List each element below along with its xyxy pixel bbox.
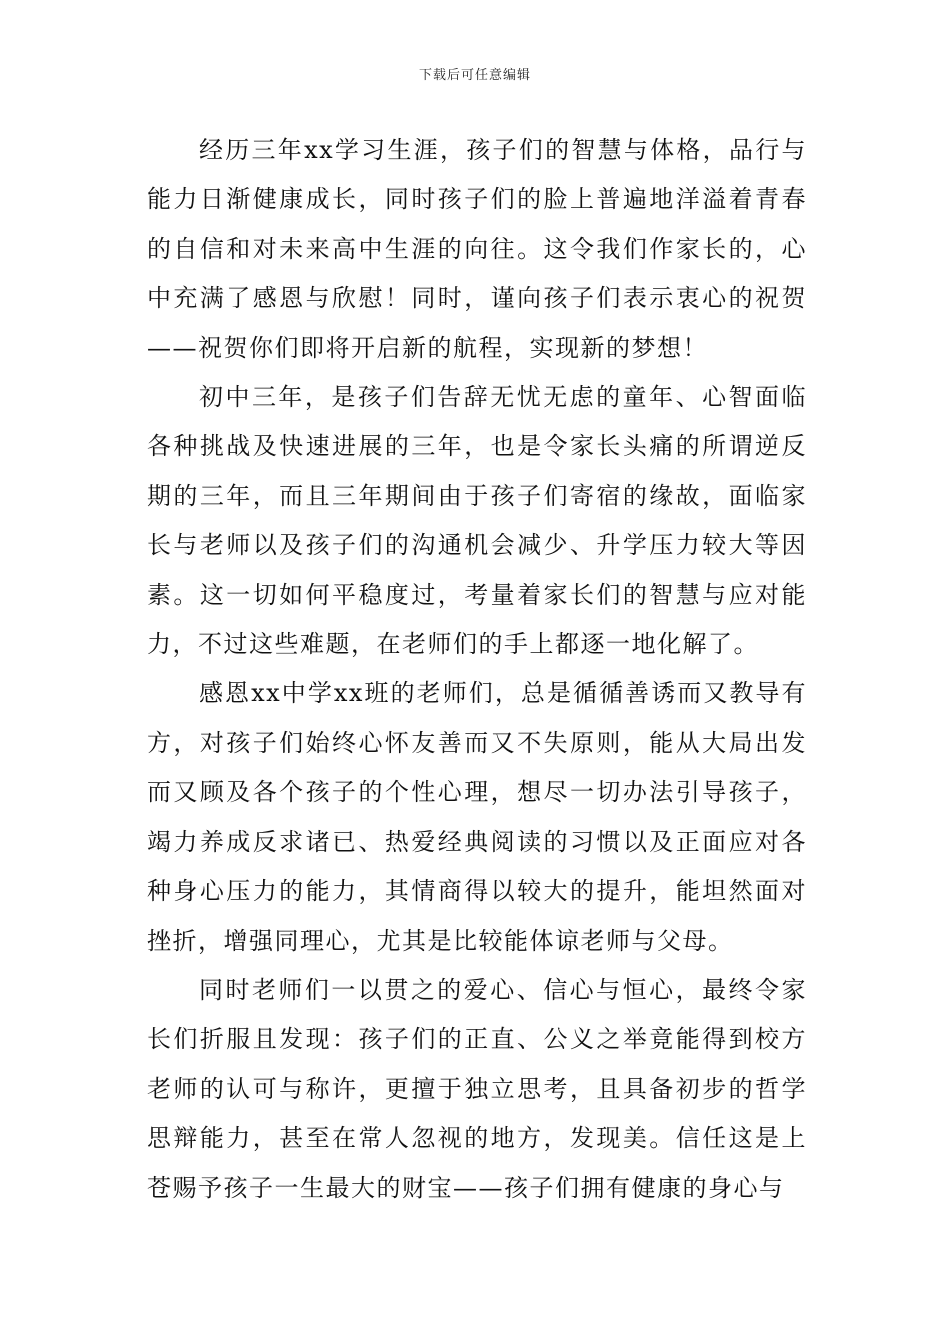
paragraph-2: 初中三年，是孩子们告辞无忧无虑的童年、心智面临各种挑战及快速进展的三年，也是令家长头痛的所谓逆反期的三年，而且三年期间由于孩子们寄宿的缘故，面临家长与老师以及孩子们的沟通机会减少、升学压力较大等因素。这一切如何平稳度过，考量着家长们的智慧与应对能力，不过这些难题，在老师们的手上都逐一地化解了。 <box>147 383 807 659</box>
paragraph-1: 经历三年xx学习生涯，孩子们的智慧与体格，品行与能力日渐健康成长，同时孩子们的脸上普遍地洋溢着青春的自信和对未来高中生涯的向往。这令我们作家长的，心中充满了感恩与欣慰！同时，谨向孩子们表示衷心的祝贺——祝贺你们即将开启新的航程，实现新的梦想！ <box>147 136 807 362</box>
header-note: 下载后可任意编辑 <box>418 68 531 83</box>
document-body <box>147 126 807 1213</box>
paragraph-4: 同时老师们一以贯之的爱心、信心与恒心，最终令家长们折服且发现：孩子们的正直、公义之举竟能得到校方老师的认可与称许，更擅于独立思考，且具备初步的哲学思辩能力，甚至在常人忽视的地方，发现美。信任这是上苍赐予孩子一生最大的财宝——孩子们拥有健康的身心与 <box>147 975 807 1202</box>
paragraph-3: 感恩xx中学xx班的老师们，总是循循善诱而又教导有方，对孩子们始终心怀友善而又不失原则，能从大局出发而又顾及各个孩子的个性心理，想尽一切办法引导孩子，竭力养成反求诸已、热爱经典阅读的习惯以及正面应对各种身心压力的能力，其情商得以较大的提升，能坦然面对挫折，增强同理心，尤其是比较能体谅老师与父母。 <box>147 679 807 955</box>
